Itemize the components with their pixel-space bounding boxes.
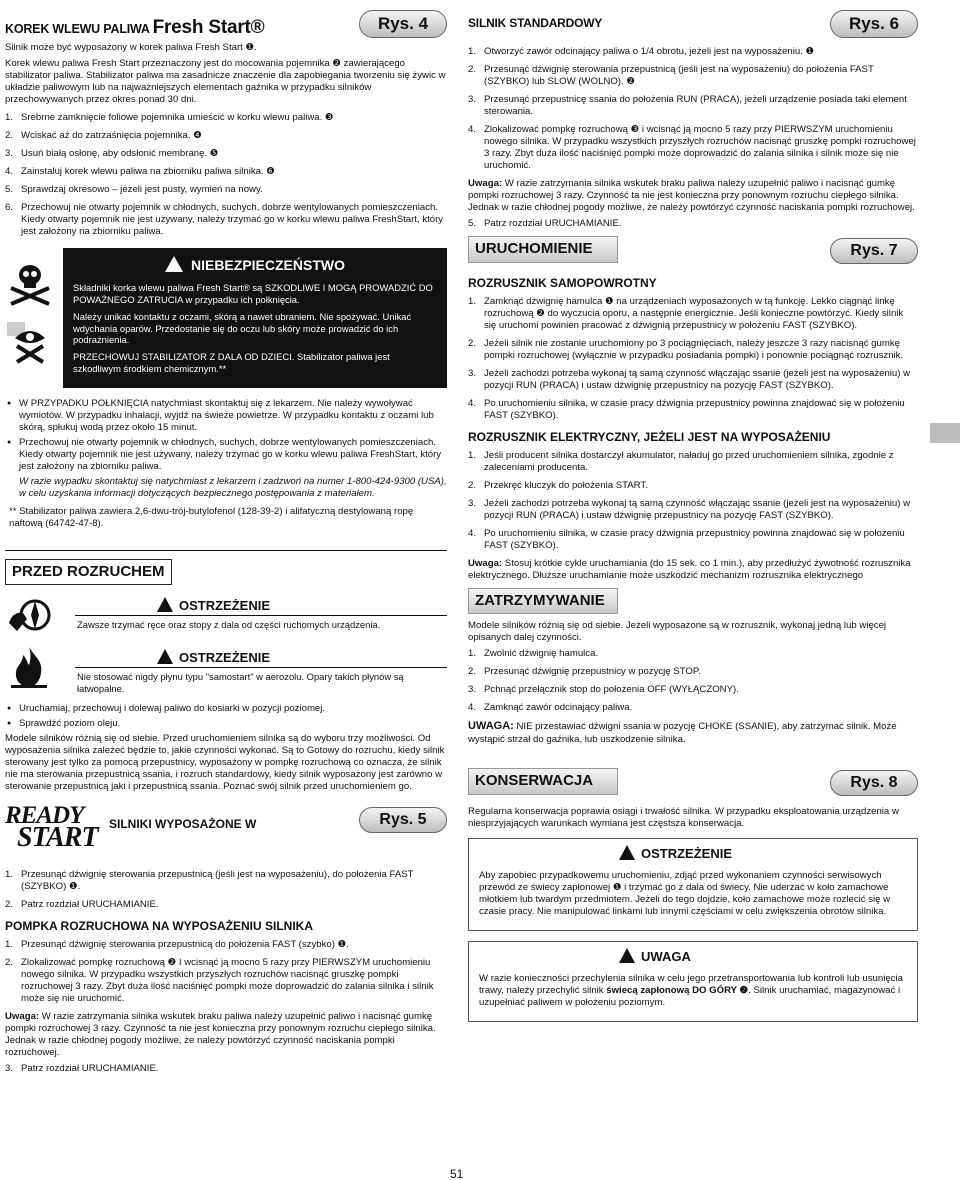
list-item: 1. Zwolnić dźwignię hamulca. <box>468 648 599 660</box>
safety-bullets <box>5 398 447 473</box>
uwaga-title: UWAGA <box>619 948 907 965</box>
list-item: 5. Patrz rozdział URUCHAMIANIE. <box>468 217 622 229</box>
pompka-step-3 <box>5 1063 447 1075</box>
list-item: 6. Przechowuj nie otwarty pojemnik w chłodnych, suchych, dobrze wentylowanych pomieszczeniach. Kiedy otwarty pojemnik nie jest używany, należy trzymać go w korku wlewu paliwa FreshStart, który jest założony na zbiorniku paliwa. <box>5 201 444 237</box>
section-title-konserwacja: KONSERWACJA <box>468 768 618 795</box>
list-item: 1. Zamknąć dźwignię hamulca ❶ na urządzeniach wyposażonych w tą funkcję. Lekko ciągnąć linkę rozruchową ❷ do wyczucia oporu, a następnie energicznie. Jeśli konieczne powtórzyć. Kiedy silnik się uruchomi powinien pracować z dźwignią przepustnicy w położeniu FAST (SZYBKO). <box>468 295 904 331</box>
list-item: 2. Wciskać aż do zatrzaśnięcia pojemnika. ❹ <box>5 129 202 141</box>
list-item: 2. Zlokalizować pompkę rozruchową ❷ I wcisnąć ją mocno 5 razy przy PIERWSZYM uruchomieniu nowego silnika. W przypadku wszystkich przyszłych rozruchów nacisnąć gruszkę pompki rozruchowej 3 razy. Zbyt duża ilość naciśnięć pompki może doprowadzić do zalania silnika i silnik może się nie uruchomić. <box>5 957 434 1005</box>
section-title-standard: SILNIK STANDARDOWY <box>468 16 603 30</box>
list-item: 2. Jeżeli silnik nie zostanie uruchomiony po 3 pociągnięciach, należy jeszcze 3 razy nacisnąć gumkę pompki rozruchowej (wyłącznie w przypadku posiadania pompki) i ponownie pociągnąć rozrusznik. <box>468 337 904 361</box>
fuel-cap-steps <box>5 112 447 238</box>
zatrzymywanie-intro: Modele silników różnią się od siebie. Jeżeli wyposażone są w rozrusznik, wykonaj jedną lub więcej opisanych dalej czynności. <box>468 620 887 644</box>
section-title-fuel-cap: KOREK WLEWU PALIWA Fresh Start® <box>5 17 265 38</box>
samopowrotny-steps <box>468 296 918 422</box>
danger-warning-box <box>63 248 447 388</box>
konserwacja-intro: Regularna konserwacja poprawia osiągi i trwałość silnika. W przypadku eksploatowania urządzenia w niesprzyjających warunkach wymiana jest częstsza konserwacja. <box>468 805 899 829</box>
fresh-start-header <box>5 10 447 40</box>
list-item: 1. Jeśli producent silnika dostarczył akumulator, naładuj go przed uruchomieniem silnika, zgodnie z zaleceniami producenta. <box>468 449 894 473</box>
list-item: ● Uruchamiaj, przechowuj i dolewaj paliwo do kosiarki w pozycji poziomej. <box>5 703 447 715</box>
pompka-steps <box>5 939 447 1005</box>
left-column <box>5 10 447 1081</box>
hand-fan-hazard-icon <box>5 593 53 637</box>
danger-para-2: Należy unikać kontaktu z oczami, skórą a nawet ubraniem. Nie spożywać. Unikać wdychania oparów. Przedostanie się do oczu lub skóry może prowadzić do ich podrażnienia. <box>73 310 412 346</box>
konserwacja-uwaga-box <box>468 941 918 1022</box>
list-item: 1. Przesunąć dźwignię sterowania przepustnicą do położenia FAST (szybko) ❶. <box>5 939 349 951</box>
list-item: 3. Pchnąć przełącznik stop do położenia OFF (WYŁĄCZONY). <box>468 684 739 696</box>
warning-row-1 <box>5 593 447 639</box>
list-item: 3. Patrz rozdział URUCHAMIANIE. <box>5 1063 159 1075</box>
uwaga-text: W razie konieczności przechylenia silnika w celu jego przetransportowania lub kontroli lub usunięcia trawy, należy przechylić silnik świecą zapłonową DO GÓRY ❷. Silnik uruchamiać, magazynować i uzupełniać paliwem w położeniu poziomym. <box>479 973 903 1009</box>
divider <box>5 550 447 551</box>
warning-text: Zawsze trzymać ręce oraz stopy z dala od części ruchomych urządzenia. <box>77 619 381 631</box>
fig-badge-5: Rys. 5 <box>359 807 447 833</box>
intro-line-1: Silnik może być wyposażony w korek paliwa Fresh Start ❶. <box>5 42 257 53</box>
warning-triangle-icon <box>165 256 183 272</box>
elektryczny-note: Uwaga: Stosuj krótkie cykle uruchamiania (do 15 sek. co 1 min.), aby przedłużyć żywotność rozrusznika elektrycznego. Dłuższe uruchamianie może uszkodzić mechanizm rozrusznika elektrycznego <box>468 557 911 581</box>
eye-hazard-icon <box>5 318 55 364</box>
list-item: 2. Patrz rozdział URUCHAMIANIE. <box>5 899 159 911</box>
ready-start-title: SILNIKI WYPOSAŻONE W <box>109 817 257 832</box>
list-item: 2. Przekręć kluczyk do położenia START. <box>468 479 648 491</box>
list-item: ● Sprawdźć poziom oleju. <box>5 718 447 730</box>
zatrzymywanie-heading-wrap <box>468 588 918 615</box>
page-number: 51 <box>450 1167 464 1180</box>
fig-badge-8: Rys. 8 <box>830 770 918 796</box>
ready-start-steps <box>5 869 447 911</box>
warning-title: OSTRZEŻENIE <box>619 845 907 862</box>
right-column <box>468 10 918 1022</box>
standard-note: Uwaga: W razie zatrzymania silnika wskutek braku paliwa należy uzupełnić paliwo i nacisnąć gumkę pompki rozruchowej 3 razy. Czynność ta nie jest konieczna przy ponownym rozruchu ciepłego silnika. Jednak w razie chłodnej pogody możliwe, że należy powtórzyć czynność naciskania pompki rozruchowej. <box>468 177 915 213</box>
warning-row-2 <box>5 645 447 697</box>
section-title-przed: PRZED ROZRUCHEM <box>5 559 172 586</box>
list-item: 5. Sprawdzaj okresowo – jeżeli jest pusty, wymień na nowy. <box>5 183 263 195</box>
przed-paragraph: Modele silników różnią się od siebie. Przed uruchomieniem silnika są do wyboru trzy możliwości. Od wyposażenia silnika zależeć będzie to, jakie czynności wykonać. Są to Gotowy do rozruchu, kiedy silnik sterowany jest tylko za pomocą przepustnicy, wyposażony w pompkę rozruchową co oznacza, że silnik nie ma sterowania przepustnicą ssania, i rozruch standardowy, kiedy silnik wyposażony jest zarówno w sterowanie przepustnicą jaki i przepustnicą ssania. Poznać swój silnik przed uruchomieniem go. <box>5 733 445 793</box>
list-item: 4. Po uruchomieniu silnika, w czasie pracy dźwignia przepustnicy powinna znajdować się w położeniu FAST (SZYBKO). <box>468 397 905 421</box>
side-tab <box>930 423 960 443</box>
zatrzymywanie-steps <box>468 648 918 714</box>
section-title-pompka: POMPKA ROZRUCHOWA NA WYPOSAŻENIU SILNIKA <box>5 919 313 934</box>
list-item: 3. Jeżeli zachodzi potrzeba wykonaj tą samą czynność włączając ssanie (jeżeli jest na wyposażeniu) w pozycji RUN (PRACA) i ustaw dźwignię przepustnicy na pozycję FAST (SZYBKO). <box>468 367 911 391</box>
footnote: ** Stabilizator paliwa zawiera 2,6-dwu-trój-butylofenol (128-39-2) i alifatyczną destylowaną ropę naftową (64742-47-8). <box>9 505 414 529</box>
list-item: 4. Po uruchomieniu silnika, w czasie pracy dźwignia przepustnicy powinna znajdować się w położeniu FAST (SZYBKO). <box>468 527 905 551</box>
list-item: 1. Otworzyć zawór odcinający paliwa o 1/4 obrotu, jeżeli jest na wyposażeniu. ❶ <box>468 46 815 57</box>
list-item: ● W PRZYPADKU POŁKNIĘCIA natychmiast skontaktuj się z lekarzem. Nie należy wywoływać wymiotów. W przypadku inhalacji, wyjdź na świeże powietrze. W przypadku kontaktu z oczami lub skórą, spłukuj wodą przez około 15 minut. <box>5 398 447 434</box>
fig-badge-4: Rys. 4 <box>359 10 447 38</box>
list-item: 4. Zainstaluj korek wlewu paliwa na zbiorniku paliwa silnika. ❻ <box>5 165 275 177</box>
list-item: 2. Przesunąć dźwignię przepustnicy w pozycję STOP. <box>468 666 701 678</box>
list-item: 2. Przesunąć dźwignię sterowania przepustnicą (jeśli jest na wyposażeniu) do położenia FAST (SZYBKO) lub SLOW (WOLNO). ❷ <box>468 63 874 87</box>
fire-icon <box>5 645 53 689</box>
section-title-elektryczny: ROZRUSZNIK ELEKTRYCZNY, JEŻELI JEST NA WYPOSAŻENIU <box>468 429 831 444</box>
list-item: 4. Zamknąć zawór odcinający paliwa. <box>468 702 633 714</box>
ready-start-logo: READY START <box>5 802 98 854</box>
konserwacja-warning-box <box>468 838 918 931</box>
warning-triangle-icon <box>157 597 173 612</box>
warning-triangle-icon <box>157 649 173 664</box>
danger-title: NIEBEZPIECZEŃSTWO <box>73 256 437 275</box>
poison-skull-icon <box>5 258 55 306</box>
fig-badge-6: Rys. 6 <box>830 10 918 38</box>
list-item: ● Przechowuj nie otwarty pojemnik w chłodnych, suchych, dobrze wentylowanych pomieszczeniach. Kiedy otwarty pojemnik nie jest używany, należy trzymać go w korku wlewu paliwa FreshStart, który jest założony na zbiorniku paliwa. <box>5 437 447 473</box>
zatrzymywanie-note: UWAGA: NIE przestawiać dźwigni ssania w pozycję CHOKE (SSANIE), aby zatrzymać silnik. Może wystąpić strzał do gaźnika, lub uszkodzenie silnika. <box>468 720 897 745</box>
danger-para-1: Składniki korka wlewu paliwa Fresh Start® są SZKODLIWE I MOGĄ PROWADZIĆ DO POWAŻNEGO ZATRUCIA w przypadku ich połknięcia. <box>73 282 433 306</box>
przed-bullets <box>5 703 447 730</box>
warning-title: OSTRZEŻENIE <box>157 649 270 666</box>
uruchomienie-heading-row <box>468 236 918 268</box>
list-item: 4. Zlokalizować pompkę rozruchową ❸ i wcisnąć ją mocno 5 razy przy PIERWSZYM uruchomieniu nowego silnika. W przypadku wszystkich przyszłych rozruchów nacisnąć gruszkę pompki rozruchowej 3 razy. Zbyt duża ilość naciśnięć pompki może doprowadzić do zalania silnika i silnik może się nie uruchomić. <box>468 123 916 171</box>
przed-heading-wrap <box>5 559 447 586</box>
fig-badge-7: Rys. 7 <box>830 238 918 264</box>
list-item: 3. Przesunąć przepustnicę ssania do położenia RUN (PRACA), jeżeli urządzenie posiada taki element sterowania. <box>468 93 907 117</box>
standard-steps <box>468 46 918 172</box>
section-title-samopowrotny: ROZRUSZNIK SAMOPOWROTNY <box>468 275 657 290</box>
section-title-zatrzymywanie: ZATRZYMYWANIE <box>468 588 618 615</box>
warning-title: OSTRZEŻENIE <box>157 597 270 614</box>
list-item: 1. Przesunąć dźwignię sterowania przepustnicą (jeśli jest na wyposażeniu), do położenia FAST (SZYBKO) ❶. <box>5 869 414 893</box>
standard-step-5 <box>468 218 918 230</box>
emergency-note: W razie wypadku skontaktuj się natychmiast z lekarzem i zadzwoń na numer 1-800-424-9300 (USA), w celu uzyskania informacji dotyczących bezpiecznego postępowania z materiałem. <box>19 475 447 499</box>
ready-start-row <box>5 803 447 861</box>
warning-triangle-icon <box>619 948 635 963</box>
standard-engine-header <box>468 10 918 40</box>
pompka-note: Uwaga: W razie zatrzymania silnika wskutek braku paliwa należy uzupełnić paliwo i nacisnąć gumkę pompki rozruchowej 3 razy. Czynność ta nie jest konieczna przy ponownym rozruchu ciepłego silnika. Jednak w razie chłodnej pogody możliwe, że należy powtórzyć czynność naciskania pompki rozruchowej. <box>5 1011 436 1059</box>
konserwacja-heading-row <box>468 768 918 800</box>
elektryczny-steps <box>468 450 918 552</box>
list-item: 1. Srebrne zamknięcie foliowe pojemnika umieścić w korku wlewu paliwa. ❸ <box>5 111 334 123</box>
danger-block <box>5 248 447 396</box>
warning-text: Nie stosować nigdy płynu typu "samostart" w aerozolu. Opary takich płynów są łatwopalne. <box>77 671 404 695</box>
list-item: 3. Usuń białą osłonę, aby odsłonić membranę. ❺ <box>5 147 219 159</box>
section-title-uruchomienie: URUCHOMIENIE <box>468 236 618 263</box>
warning-triangle-icon <box>619 845 635 860</box>
danger-para-3: PRZECHOWUJ STABILIZATOR Z DALA OD DZIECI. Stabilizator paliwa jest szkodliwym środkiem chemicznym.** <box>73 351 390 374</box>
list-item: 3. Jeżeli zachodzi potrzeba wykonaj tą samą czynność włączając ssanie (jeżeli jest na wyposażeniu) w pozycji RUN (PRACA) i ustaw dźwignię przepustnicy na pozycję FAST (SZYBKO). <box>468 497 911 521</box>
intro-paragraph: Korek wlewu paliwa Fresh Start przeznaczony jest do mocowania pojemnika ❷ zawierającego stabilizator paliwa. Stabilizator paliwa ma zasadnicze znaczenie dla zapobiegania tworzeniu się żywic w układzie paliwowym lub na najważniejszych elementach gaźnika w przypadku silników przechowywanych przez okres ponad 30 dni. <box>5 57 446 105</box>
warning-text: Aby zapobiec przypadkowemu uruchomieniu, zdjąć przed wykonaniem czynności serwisowych przewód ze świecy zapłonowej ❶ i trzymać go z dala od świecy. Nie uderzać w koło zamachowe młotkiem lub twardym przedmiotem. Jeżeli do tego dojdzie, koło zamachowe może rozlecić się w czasie pracy. Nie manipulować linkami lub innymi częściami w celu zwiększenia obrotów silnika. <box>479 870 891 918</box>
